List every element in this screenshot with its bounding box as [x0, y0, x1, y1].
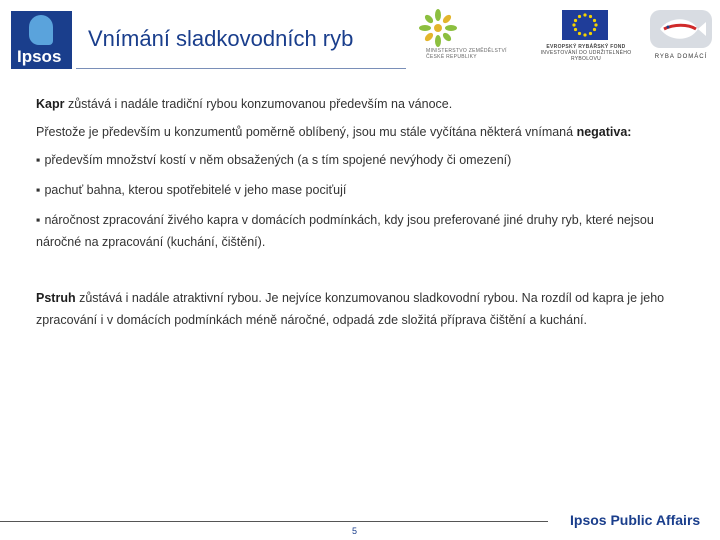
fish-logo-text: RYBA DOMÁCÍ	[654, 54, 708, 60]
negatives-label: negativa:	[576, 125, 632, 139]
page-number: 5	[352, 526, 358, 536]
ryba-domaci-logo	[648, 8, 714, 64]
header-divider	[76, 68, 406, 69]
list-item-text: především množství kostí v něm obsažených (a s tím spojené nevýhody či omezení)	[44, 153, 512, 167]
eu-flag-icon	[562, 10, 608, 40]
pstruh-label: Pstruh	[36, 291, 76, 305]
ministry-logo-line-1: MINISTERSTVO ZEMĚDĚLSTVÍ	[426, 48, 507, 54]
ministry-logo	[416, 8, 507, 63]
eu-logo-line-1: EVROPSKÝ RYBÁŘSKÝ FOND	[546, 44, 626, 50]
list-item	[36, 179, 696, 201]
bullet-icon: ▪	[36, 183, 41, 197]
kapr-label: Kapr	[36, 97, 65, 111]
kapr-intro-paragraph	[36, 93, 696, 115]
negatives-text: Přestože je především u konzumentů poměrně oblíbený, jsou mu stále vyčítána některá vnímaná	[36, 125, 577, 139]
ministry-emblem-icon	[418, 8, 458, 48]
slide-body	[36, 93, 696, 331]
head-silhouette-icon	[29, 15, 53, 45]
eu-logo-line-3: RYBOLOVU	[570, 56, 602, 62]
bullet-icon: ▪	[36, 153, 41, 167]
page-title: Vnímání sladkovodních ryb	[88, 26, 354, 51]
list-item	[36, 149, 696, 171]
pstruh-paragraph	[36, 287, 696, 331]
footer-divider	[0, 521, 548, 522]
eu-logo-line-2: INVESTOVÁNÍ DO UDRŽITELNÉHO	[540, 50, 632, 56]
list-item-text: náročnost zpracování živého kapra v domácích podmínkách, kdy jsou preferované jiné druhy ryb, které nejsou náročné na zpracování (kuchání, čištění).	[36, 213, 654, 249]
footer-brand: Ipsos Public Affairs	[570, 512, 701, 528]
kapr-intro-text: zůstává i nadále tradiční rybou konzumovanou především na vánoce.	[64, 97, 453, 111]
eu-fund-logo	[530, 8, 642, 66]
fish-icon	[650, 10, 712, 48]
ipsos-logo	[11, 11, 72, 69]
negatives-paragraph	[36, 121, 696, 143]
list-item	[36, 209, 696, 253]
ministry-logo-line-2: ČESKÉ REPUBLIKY	[426, 54, 477, 60]
ipsos-logo-text: Ipsos	[17, 47, 62, 66]
bullet-icon: ▪	[36, 213, 41, 227]
pstruh-text: zůstává i nadále atraktivní rybou. Je nejvíce konzumovanou sladkovodní rybou. Na rozdíl od kapra je jeho zpracování i v domácích podmínkách méně náročné, odpadá zde složitá příprava čištění a kuchání.	[36, 291, 665, 327]
list-item-text: pachuť bahna, kterou spotřebitelé v jeho mase pociťují	[44, 183, 347, 197]
